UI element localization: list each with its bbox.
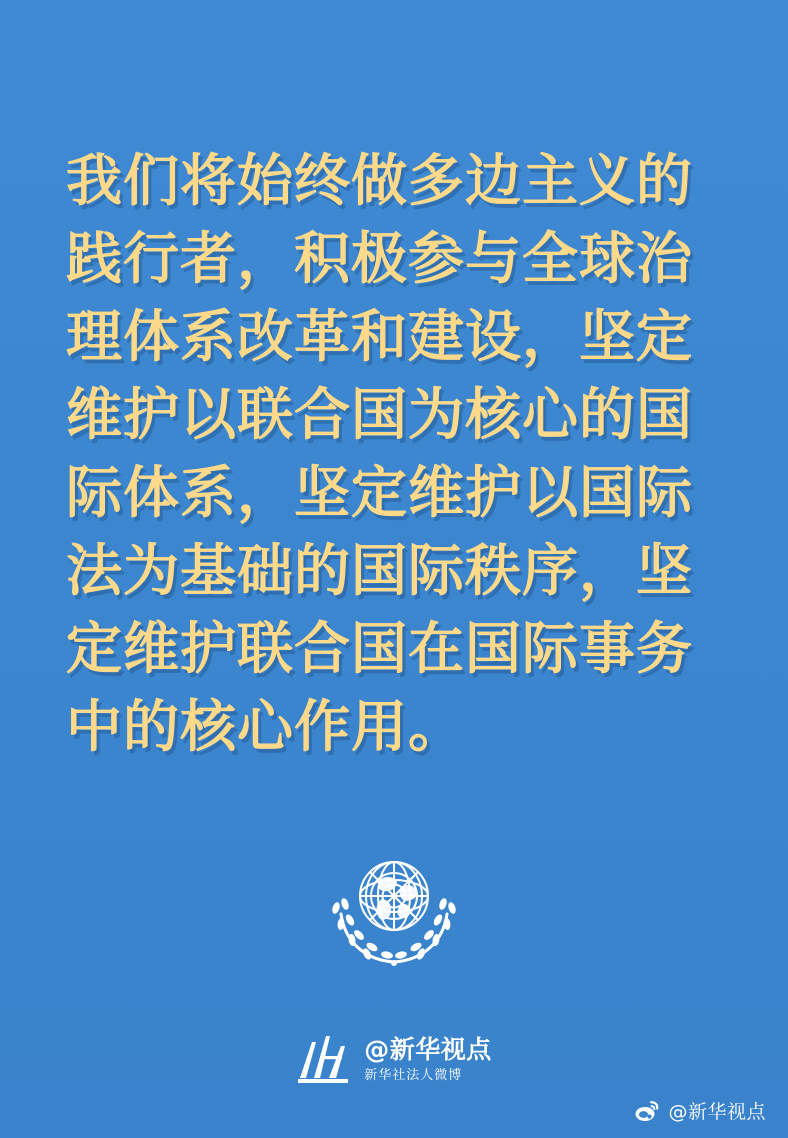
quote-line: 法为基础的国际秩序，坚 [66,538,693,604]
weibo-icon [634,1098,660,1124]
quote-line: 维护以联合国为核心的国 [66,382,693,448]
brand-subtitle: 新华社法人微博 [364,1067,463,1083]
quote-line: 际体系，坚定维护以国际 [66,460,693,526]
xinhua-logo-icon [296,1032,352,1086]
brand-title: @新华视点 [364,1034,492,1064]
quote-block [66,142,726,766]
weibo-watermark [634,1097,766,1124]
quote-line: 我们将始终做多边主义的 [66,148,693,214]
quote-line: 定维护联合国在国际事务 [66,616,693,682]
weibo-account-name: @新华视点 [668,1101,766,1123]
quote-line: 中的核心作用。 [66,694,465,760]
quote-line: 践行者，积极参与全球治 [66,226,693,292]
brand-row [296,1032,492,1086]
united-nations-emblem-icon [319,842,469,974]
quote-line: 理体系改革和建设，坚定 [66,304,693,370]
brand-text [364,1034,492,1083]
